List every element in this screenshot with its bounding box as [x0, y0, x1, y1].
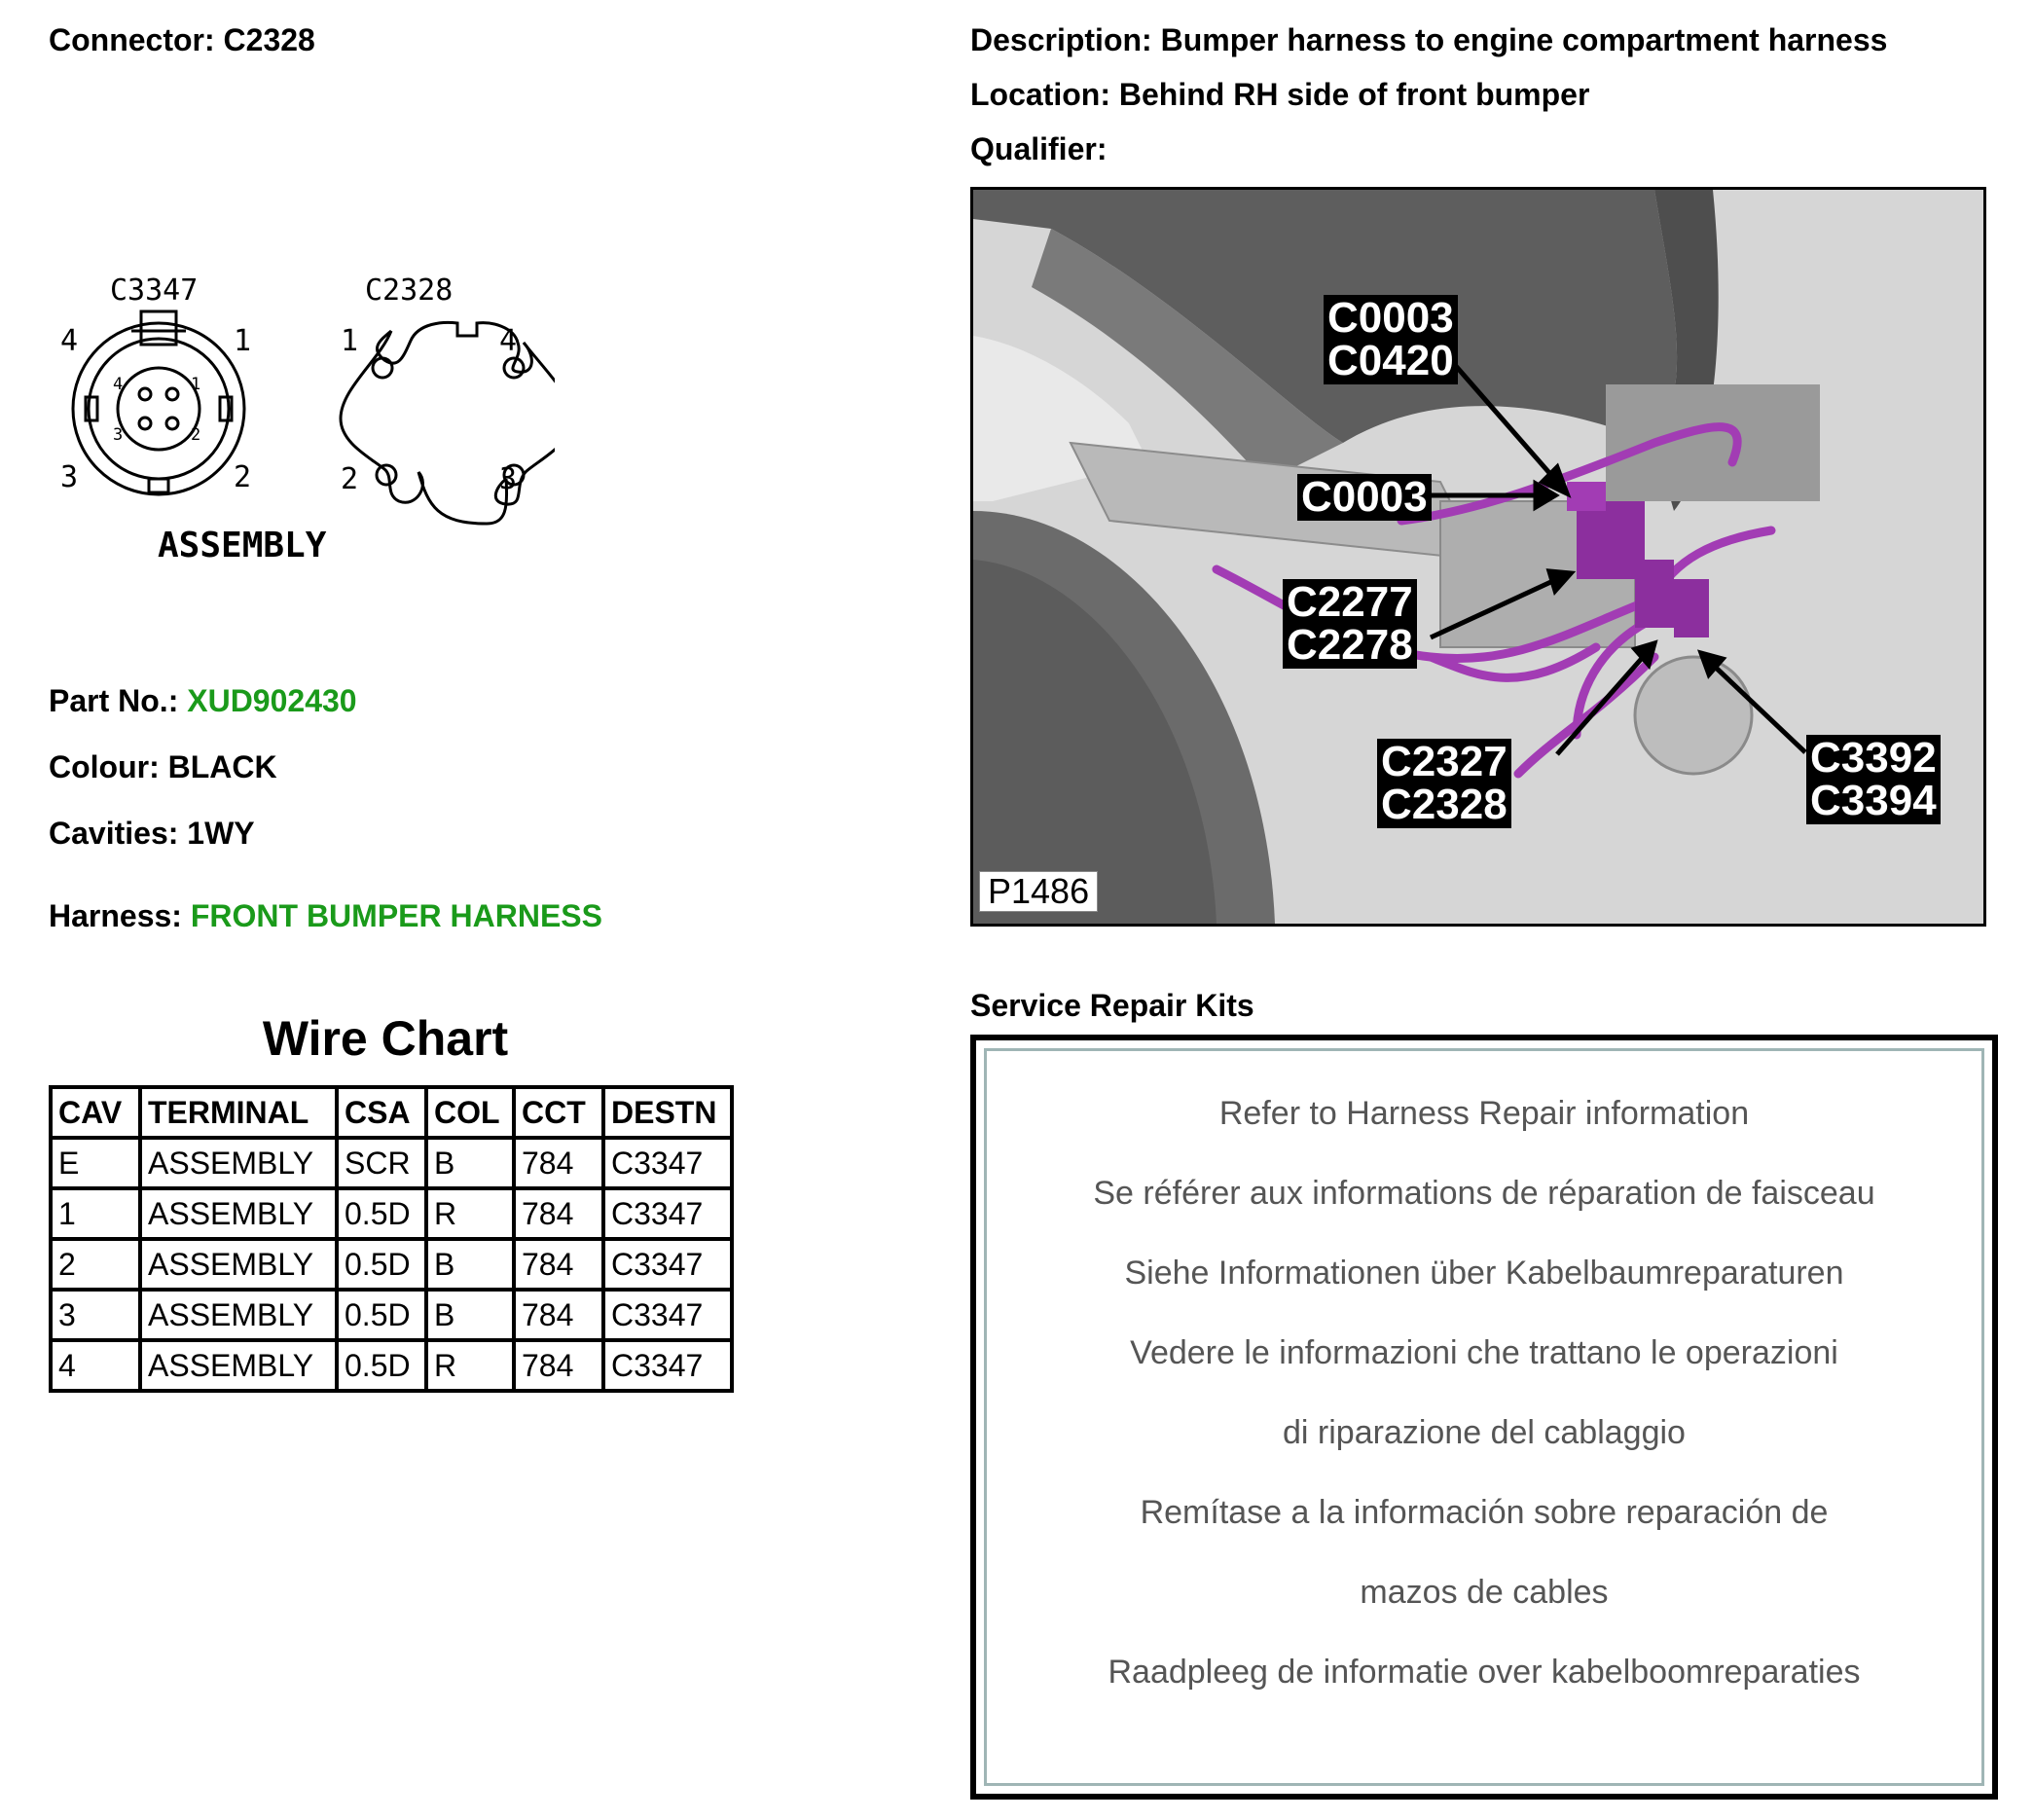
service-repair-kits-box [970, 1035, 1998, 1800]
col-header-terminal: TERMINAL [140, 1087, 337, 1138]
cell-cav: 4 [51, 1340, 140, 1391]
kit-line-nl: Raadpleeg de informatie over kabelboomreparaties [1108, 1654, 1861, 1691]
callout-text: C2328 [1381, 781, 1507, 828]
harness-line [49, 896, 602, 935]
colour-label: Colour: [49, 749, 160, 784]
left-pin-1: 1 [234, 324, 252, 358]
service-repair-kits-title: Service Repair Kits [970, 988, 1254, 1023]
cell-terminal: ASSEMBLY [140, 1290, 337, 1340]
table-row [51, 1138, 732, 1188]
cell-cct: 784 [514, 1138, 603, 1188]
left-inner-pin-1: 1 [191, 375, 201, 394]
location-illustration [970, 187, 1986, 927]
cell-col: B [426, 1290, 514, 1340]
left-inner-pin-2: 2 [191, 425, 201, 445]
cell-csa: 0.5D [337, 1188, 426, 1239]
description-line [970, 20, 1887, 59]
diagram-caption: ASSEMBLY [158, 526, 327, 565]
right-connector-face [341, 322, 555, 524]
harness-label: Harness: [49, 898, 182, 933]
cell-cav: 1 [51, 1188, 140, 1239]
left-inner-pin-4: 4 [113, 375, 124, 394]
col-header-cct: CCT [514, 1087, 603, 1138]
left-connector-name: C3347 [110, 273, 199, 308]
description-value: Bumper harness to engine compartment harness [1160, 22, 1888, 57]
callout-text: C3394 [1810, 777, 1937, 824]
callout-text: C3392 [1810, 734, 1937, 782]
table-row [51, 1188, 732, 1239]
colour-line [49, 747, 277, 786]
qualifier-label: Qualifier: [970, 131, 1108, 166]
cell-destn: C3347 [603, 1290, 732, 1340]
cell-destn: C3347 [603, 1239, 732, 1290]
col-header-cav: CAV [51, 1087, 140, 1138]
cavities-value: 1WY [187, 816, 255, 851]
table-row [51, 1239, 732, 1290]
cell-destn: C3347 [603, 1188, 732, 1239]
callout-text: C0003 [1327, 294, 1454, 342]
wire-chart-title: Wire Chart [262, 1011, 509, 1066]
kit-line-es-1: Remítase a la información sobre reparación de [1140, 1494, 1829, 1531]
cell-cct: 784 [514, 1239, 603, 1290]
col-header-csa: CSA [337, 1087, 426, 1138]
cell-terminal: ASSEMBLY [140, 1239, 337, 1290]
callout-c0003-c0420 [1324, 295, 1458, 384]
callout-c2327-c2328 [1377, 739, 1511, 828]
kit-line-es-2: mazos de cables [1360, 1574, 1609, 1611]
connector-label: Connector: [49, 22, 215, 57]
left-pin-3: 3 [60, 460, 79, 494]
wire-chart-table [49, 1085, 734, 1393]
cell-col: R [426, 1340, 514, 1391]
kit-line-it-2: di riparazione del cablaggio [1283, 1414, 1686, 1451]
callout-c2277-c2278 [1283, 579, 1417, 669]
cell-csa: 0.5D [337, 1239, 426, 1290]
right-pin-2: 2 [341, 462, 359, 496]
right-pin-4: 4 [499, 324, 518, 358]
harness-link[interactable]: FRONT BUMPER HARNESS [190, 898, 602, 933]
kit-line-fr: Se référer aux informations de réparation de faisceau [1093, 1175, 1875, 1212]
right-connector-name: C2328 [365, 273, 454, 308]
left-connector-face [73, 311, 244, 494]
location-value: Behind RH side of front bumper [1118, 77, 1590, 112]
part-no-link[interactable]: XUD902430 [187, 683, 357, 718]
callout-text: C2278 [1287, 621, 1413, 669]
right-pin-3: 3 [499, 462, 518, 496]
colour-value: BLACK [167, 749, 277, 784]
kit-line-en: Refer to Harness Repair information [1218, 1095, 1750, 1132]
cell-csa: 0.5D [337, 1290, 426, 1340]
cell-cct: 784 [514, 1340, 603, 1391]
cell-col: R [426, 1188, 514, 1239]
callout-c0003 [1297, 474, 1432, 521]
left-inner-pin-3: 3 [113, 425, 124, 445]
table-row [51, 1340, 732, 1391]
description-label: Description: [970, 22, 1152, 57]
callout-text: C2277 [1287, 578, 1413, 626]
cell-terminal: ASSEMBLY [140, 1188, 337, 1239]
cell-col: B [426, 1138, 514, 1188]
callout-c3392-c3394 [1806, 735, 1941, 824]
cell-cav: 2 [51, 1239, 140, 1290]
cavities-line [49, 814, 255, 853]
cell-cct: 784 [514, 1188, 603, 1239]
table-row [51, 1290, 732, 1340]
connector-value: C2328 [223, 22, 315, 57]
connector-diagram [49, 263, 555, 584]
col-header-col: COL [426, 1087, 514, 1138]
left-pin-2: 2 [234, 460, 252, 494]
cell-terminal: ASSEMBLY [140, 1340, 337, 1391]
figure-reference: P1486 [979, 871, 1098, 912]
left-pin-4: 4 [60, 324, 79, 358]
qualifier-line [970, 129, 1107, 168]
cell-destn: C3347 [603, 1138, 732, 1188]
connector-line [49, 20, 315, 59]
location-label: Location: [970, 77, 1110, 112]
callout-text: C0420 [1327, 337, 1454, 384]
callout-text: C0003 [1301, 473, 1428, 521]
cell-cav: 3 [51, 1290, 140, 1340]
cell-cav: E [51, 1138, 140, 1188]
kit-line-it-1: Vedere le informazioni che trattano le operazioni [1130, 1334, 1838, 1371]
col-header-destn: DESTN [603, 1087, 732, 1138]
callout-text: C2327 [1381, 738, 1507, 785]
cell-cct: 784 [514, 1290, 603, 1340]
cell-col: B [426, 1239, 514, 1290]
right-pin-1: 1 [341, 324, 359, 358]
cell-csa: 0.5D [337, 1340, 426, 1391]
cavities-label: Cavities: [49, 816, 179, 851]
part-no-label: Part No.: [49, 683, 179, 718]
part-no-line [49, 681, 357, 720]
cell-terminal: ASSEMBLY [140, 1138, 337, 1188]
cell-destn: C3347 [603, 1340, 732, 1391]
service-repair-kits-panel [984, 1048, 1984, 1786]
wire-chart-header-row [51, 1087, 732, 1138]
location-line [970, 75, 1589, 114]
kit-line-de: Siehe Informationen über Kabelbaumreparaturen [1124, 1255, 1844, 1292]
cell-csa: SCR [337, 1138, 426, 1188]
